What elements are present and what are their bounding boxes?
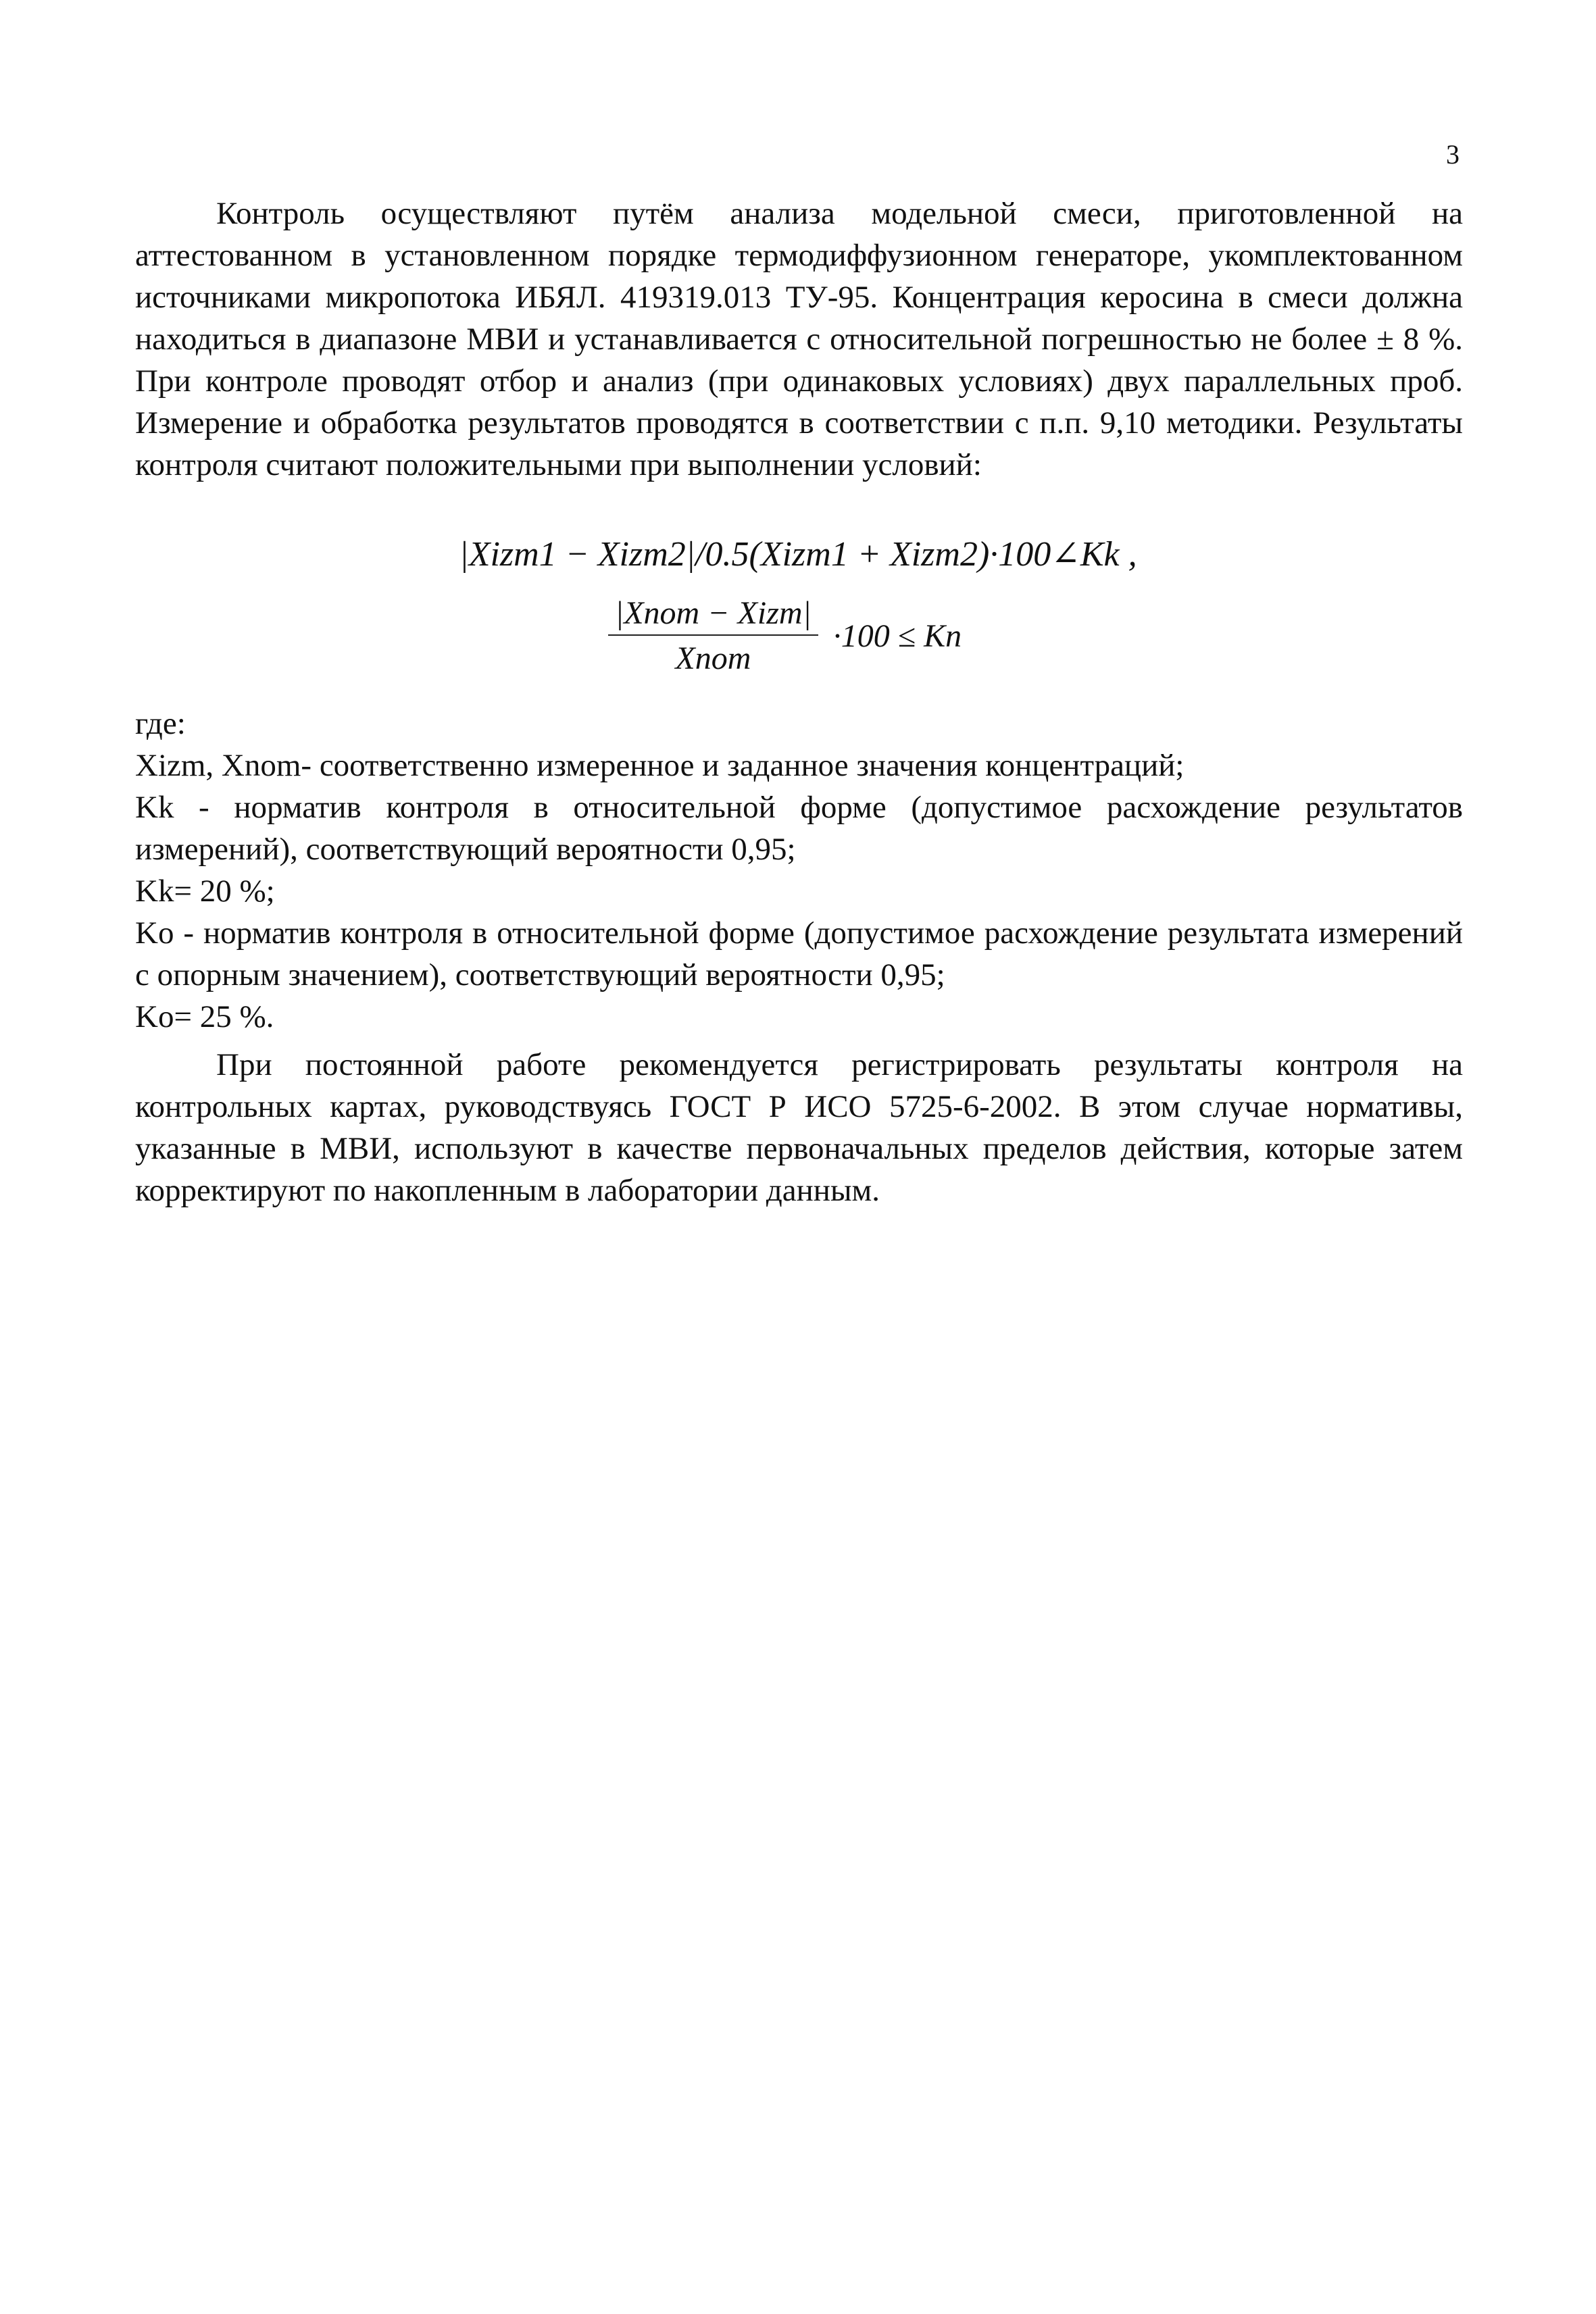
- formula-tail: ·100 ≤ Kn: [832, 618, 962, 654]
- page-number: 3: [1446, 139, 1460, 170]
- formula-denominator: Xnom: [675, 640, 751, 676]
- value-ko: Ko= 25 %.: [135, 999, 274, 1034]
- definitions-intro: где:: [135, 706, 186, 741]
- definition-x: Xizm, Xnom- соответственно измеренное и заданное значения концентраций;: [135, 748, 1184, 783]
- paragraph-control-method: Контроль осуществляют путём анализа модельной смеси, приготовленной на аттестованном в установленном порядке термодиффузионном генераторе, укомплектованном источниками микропотока ИБЯЛ. 419319.013 ТУ-95. Концентрация керосина в смеси должна находиться в диапазоне МВИ и устанавливается с относительной погрешностью не более ± 8 %. При контроле проводят отбор и анализ (при одинаковых условиях) двух параллельных проб. Измерение и обработка результатов проводятся в соответствии с п.п. 9,10 методики. Результаты контроля считают положительными при выполнении условий:: [135, 196, 1463, 482]
- formula-repeatability-text: |Xizm1 − Xizm2|/0.5(Xizm1 + Xizm2)·100∠Kk ,: [459, 535, 1137, 574]
- value-kk: Kk= 20 %;: [135, 874, 275, 909]
- definition-ko: Ko - норматив контроля в относительной форме (допустимое расхождение результата измерений с опорным значением), соответствующий вероятности 0,95;: [135, 915, 1463, 992]
- paragraph-control-charts: При постоянной работе рекомендуется регистрировать результаты контроля на контрольных картах, руководствуясь ГОСТ Р ИСО 5725-6-2002. В этом случае нормативы, указанные в МВИ, используют в качестве первоначальных пределов действия, которые затем корректируют по накопленным в лаборатории данным.: [135, 1047, 1463, 1208]
- formula-fraction: [608, 595, 818, 677]
- formula-repeatability: [0, 534, 1596, 574]
- definition-kk: Kk - норматив контроля в относительной форме (допустимое расхождение результатов измерений), соответствующий вероятности 0,95;: [135, 790, 1463, 867]
- formula-numerator: |Xnom − Xizm|: [608, 595, 818, 636]
- formula-accuracy: [608, 595, 1081, 677]
- definitions-block: [135, 703, 1463, 1038]
